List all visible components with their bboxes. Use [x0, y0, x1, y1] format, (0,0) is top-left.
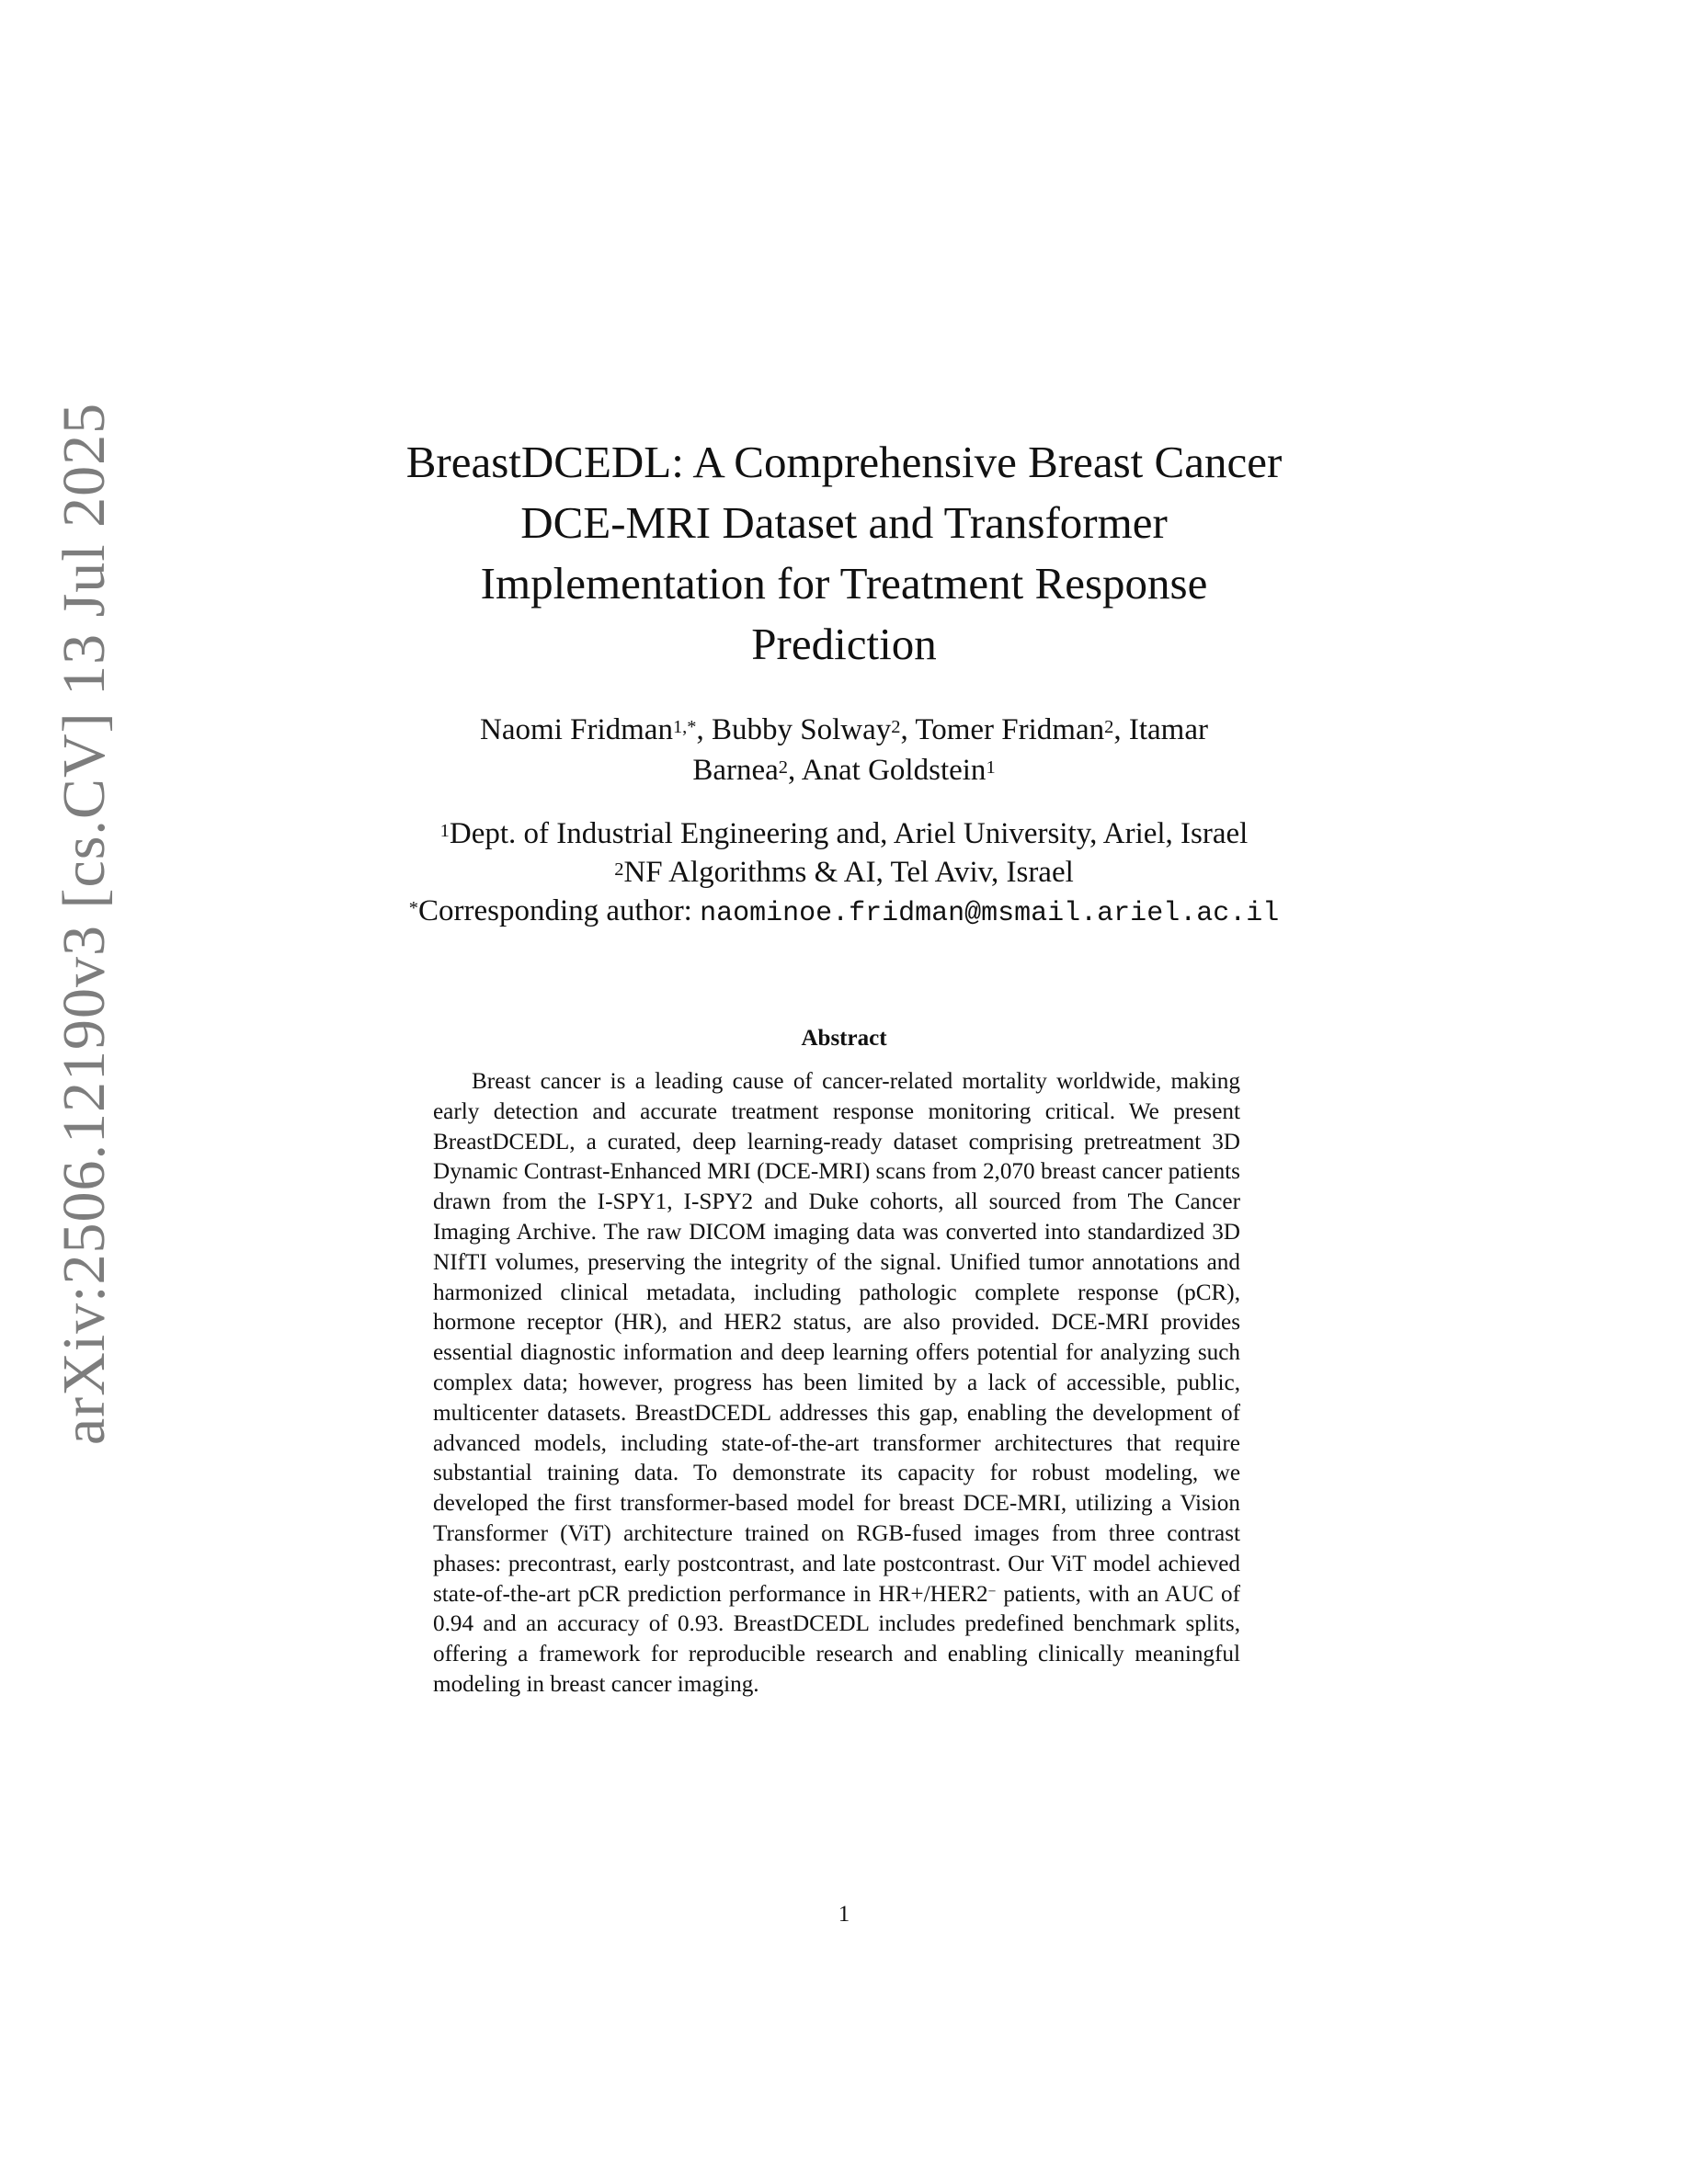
author-line-1: Naomi Fridman$^{1,*}$, Bubby Solway$^2$, Tomer Fridman$^2$, Itamar — [480, 713, 1208, 746]
author-line-2: Barnea$^2$, Anat Goldstein$^1$ — [692, 754, 996, 787]
affiliation-2 — [292, 853, 1396, 892]
affiliation-1 — [292, 814, 1396, 853]
corresponding-label: Corresponding author: — [417, 894, 701, 927]
title-line-4: Prediction — [751, 619, 937, 669]
affiliation-list — [292, 814, 1396, 933]
paper-title — [292, 432, 1396, 675]
abstract-body — [433, 1067, 1240, 1701]
affiliation-text: Dept. of Industrial Engineering and, Ariel University, Ariel, Israel — [449, 817, 1249, 850]
author-affiliation-mark: 2 — [778, 756, 789, 778]
abstract-text: Breast cancer is a leading cause of cancer-related mortality worldwide, making early detection and accurate treatment response monitoring critical. We present BreastDCEDL, a curated, deep learning-ready dataset comprising pretreatment 3D Dynamic Contrast-Enhanced MRI (DCE-MRI) scans from 2,070 breast cancer patients drawn from the I-SPY1, I-SPY2 and Duke cohorts, all sourced from The Cancer Imaging Archive. The raw DICOM imaging data was converted into standardized 3D NIfTI volumes, preserving the integrity of the signal. Unified tumor annotations and harmonized clinical metadata, including pathologic complete response (pCR), hormone receptor (HR), and HER2 status, are also provided. DCE-MRI provides essential diagnostic information and deep learning offers potential for analyzing such complex data; however, progress has been limited by a lack of accessible, public, multicenter datasets. BreastDCEDL addresses this gap, enabling the development of advanced models, including state-of-the-art transformer architectures that require substantial training data. To demonstrate its capacity for robust modeling, we developed the first transformer-based model for breast DCE-MRI, utilizing a Vision Transformer (ViT) architecture trained on RGB-fused images from three contrast phases: precontrast, early postcontrast, and late postcontrast. Our ViT model achieved state-of-the-art pCR prediction performance in HR+/HER2 — [433, 1069, 1240, 1607]
abstract-heading: Abstract — [801, 1026, 887, 1051]
title-line-3: Implementation for Treatment Response — [480, 558, 1208, 609]
abstract-superscript: − — [987, 1584, 997, 1600]
author-affiliation-mark: 2 — [1104, 716, 1114, 737]
author-name: Barnea — [692, 754, 779, 787]
author-name: Itamar — [1128, 713, 1208, 746]
affiliation-mark: 2 — [614, 859, 624, 880]
title-line-1: BreastDCEDL: A Comprehensive Breast Cancer — [405, 437, 1283, 487]
affiliation-mark: 1 — [439, 820, 450, 841]
corresponding-mark: * — [408, 897, 418, 918]
arxiv-identifier: arXiv:2506.12190v3 [cs.CV] 13 Jul 2025 — [51, 402, 118, 1446]
author-list — [292, 710, 1396, 791]
author-name: Naomi Fridman — [480, 713, 673, 746]
author-affiliation-mark: 2 — [891, 716, 901, 737]
corresponding-email: naominoe.fridman@msmail.ariel.ac.il — [700, 898, 1280, 929]
page-number: 1 — [838, 1902, 850, 1927]
corresponding-author — [292, 892, 1396, 933]
title-line-2: DCE-MRI Dataset and Transformer — [520, 497, 1168, 548]
author-affiliation-mark: 1 — [986, 756, 996, 778]
affiliation-text: NF Algorithms & AI, Tel Aviv, Israel — [623, 856, 1074, 889]
author-name: Anat Goldstein — [801, 754, 987, 787]
author-name: Tomer Fridman — [915, 713, 1105, 746]
abstract-text-continued: patients, with an AUC of 0.94 and an accuracy of 0.93. BreastDCEDL includes predefined benchmark splits, offering a framework for reproducible research and enabling clinically meaningful modeling in breast cancer imaging. — [433, 1581, 1241, 1697]
author-affiliation-mark: 1,* — [672, 716, 697, 737]
author-name: Bubby Solway — [712, 713, 892, 746]
